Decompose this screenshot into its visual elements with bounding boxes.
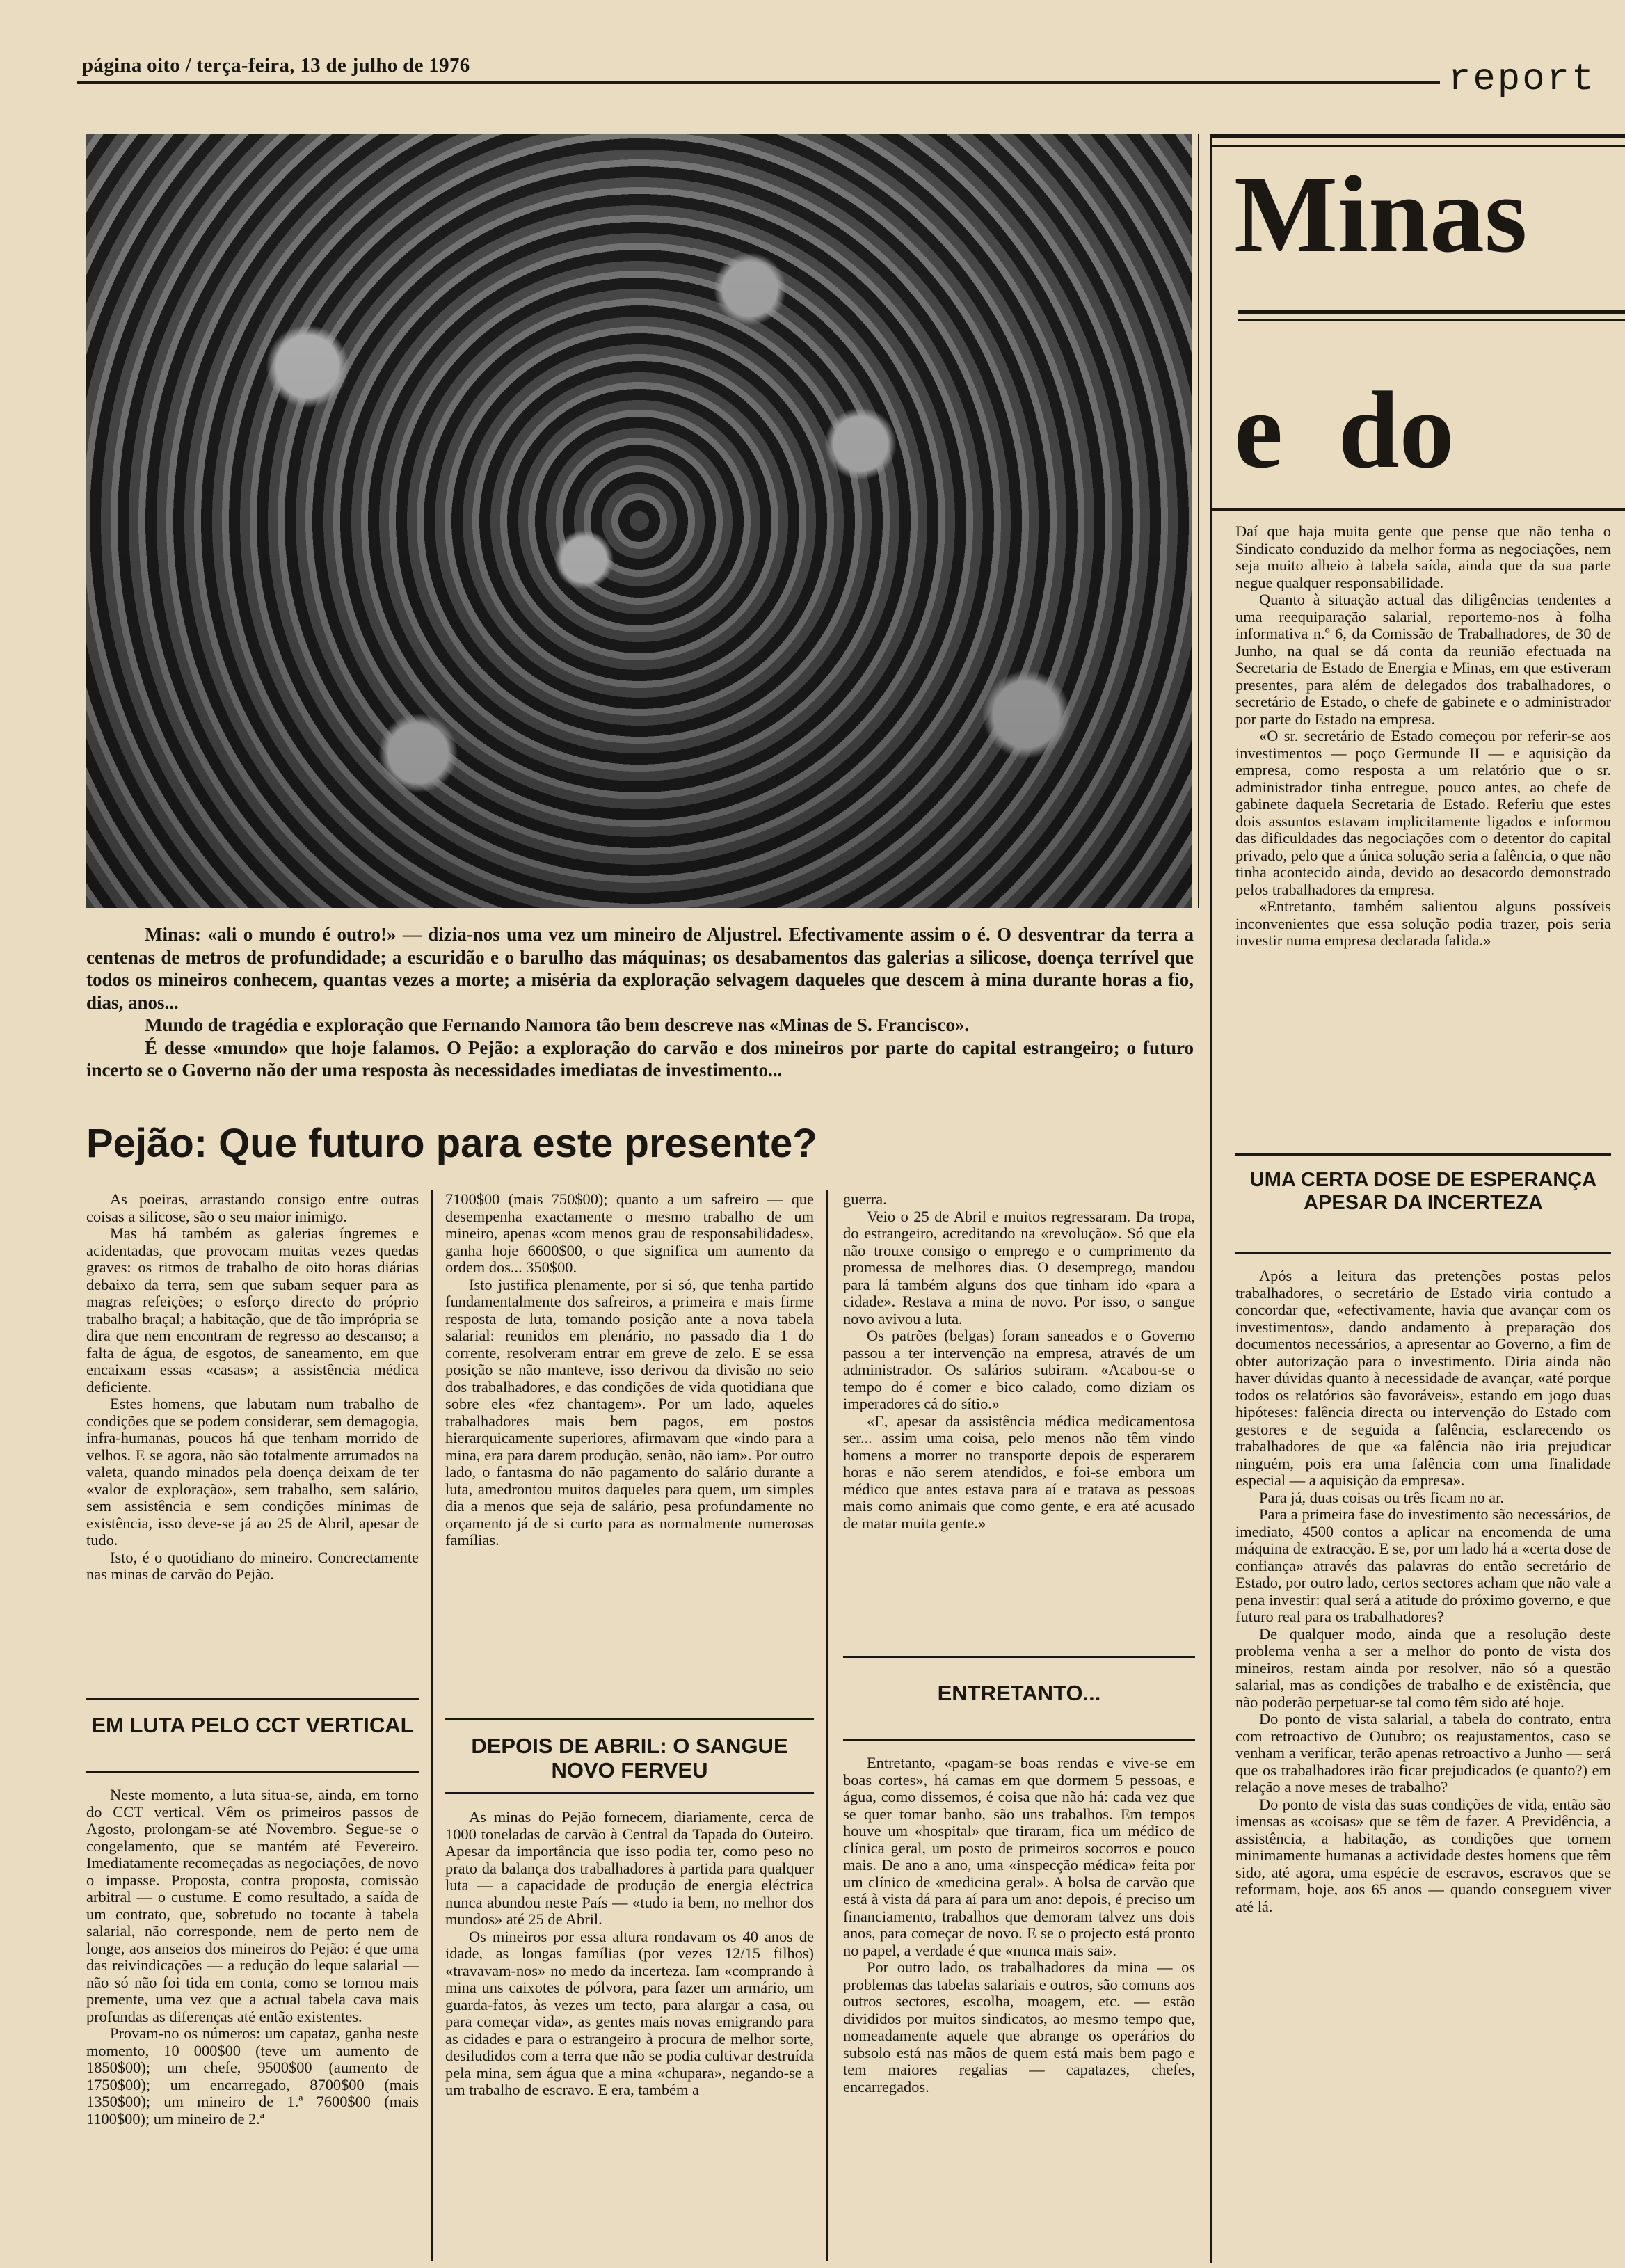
col2-p2: Isto justifica plenamente, por si só, que tenha partido fundamentalmente dos safreiros, a primeira e mais firme resposta de luta, tomando posição ante a nova tabela salarial: reunidos em plenário, no passado dia 1 do corrente, resolveram entrar em greve de zelo. E se essa posição se não manteve, isso derivou da divisão no seio dos trabalhadores, e das condições de vida quotidiana que sobre eles «fez chantagem». Por um lado, aqueles trabalhadores mais bem pagos, em postos hierarquicamente superiores, afirmavam que «indo para a mina, era para darem produção, senão, não iam». Por outro lado, o fantasma do não pagamento do salário durante a luta, amedrontou muitos daqueles para quem, um simples dia a menos que seja de salário, pesa profundamente no orçamento já de si curto para as normalmente numerosas famílias. (445, 1275, 814, 1549)
col4-p9: Do ponto de vista salarial, a tabela do contrato, entra com retroactivo de Outubro; os reajustamentos, caso se venham a verificar, terão apenas retroactivo a Junho — será que os trabalhadores irão ficar prejudicados (e quanto?) em relação a nove meses de trabalho? (1235, 1710, 1611, 1796)
col3-p1: guerra. (843, 1190, 887, 1208)
col4-p5: Após a leitura das pretenções postas pelos trabalhadores, o secretário de Estado viria contudo a concordar que, «efectivamente, havia que avançar com os investimentos», dando andamento à preparação dos documentos necessários, a apresentar ao Governo, a fim de obter autorização para o investimento. Diria ainda não haver dúvidas quanto à necessidade de avançar, «até porque todos os relatórios são favoráveis», estando em jogo duas hipóteses: falência directa ou intervenção do Estado com gestores e de seguida a falência, esclarecendo os trabalhadores de que «a falência não iria prejudicar ninguém, pois era uma falência com uma finalidade especial — a aquisição da empresa». (1235, 1267, 1611, 1489)
col4-p6: Para já, duas coisas ou três ficam no ar. (1259, 1488, 1504, 1506)
photo-edge (1198, 134, 1199, 908)
col1-p1: As poeiras, arrastando consigo entre outras coisas a silicose, são o seu maior inimigo. (86, 1190, 419, 1225)
col3-rule (843, 1656, 1195, 1658)
col2-rule2 (445, 1792, 814, 1794)
title-rule-mid2 (1238, 319, 1625, 321)
header-rule (77, 81, 1440, 84)
col1-p2: Mas há também as galerias íngremes e acidentadas, que provocam muitas vezes quedas graves: os ritmos de trabalho de oito horas diárias debaixo da terra, sem que subam sequer para as magras refeições; o esforço directo do próprio trabalho braçal; a habitação, que de tão imprópria se dira que nem encontram de regresso ao descanso; a falta de água, de esgotos, de saneamento, em que encaixam essas «casas»; a assistência médica deficiente. (86, 1224, 419, 1396)
col4-rule2 (1235, 1252, 1611, 1254)
section-label: report (1448, 58, 1596, 101)
col2-p3: As minas do Pejão fornecem, diariamente, cerca de 1000 toneladas de carvão à Central da Tapada do Outeiro. Apesar da importância que isso podia ter, como peso no prato da balança dos trabalhadores à partida para qualquer luta — a capacidade de produção de energia eléctrica nunca abundou neste País — «tudo ia bem, no melhor dos mundos» até 25 de Abril. (445, 1808, 814, 1928)
col4-rule (1235, 1153, 1611, 1156)
col1-p5: Neste momento, a luta situa-se, ainda, em torno do CCT vertical. Vêm os primeiros passos de Agosto, prolongam-se até Novembro. Segue-se o congelamento, que se mantém até Fevereiro. Imediatamente recomeçadas as negociações, de novo o impasse. Proposta, contra proposta, comissão arbitral — o custume. E como resultado, a saída de um contrato, que, sobretudo no tocante à tabela salarial, não corresponde, nem de perto nem de longe, aos anseios dos mineiros do Pejão: é que uma das reivindicações — a redução do leque salarial — não só não foi tida em conta, como se tornou mais premente, uma vez que a actual tabela cava mais profundas as diferenças até então existentes. (86, 1786, 419, 2025)
title-rule-bottom (1212, 508, 1625, 511)
photo-caption (86, 923, 1194, 1082)
col4-p2: Quanto à situação actual das diligências tendentes a uma reequiparação salarial, reportemo-nos à folha informativa n.º 6, da Comissão de Trabalhadores, de 30 de Junho, na qual se dá conta da reunião efectuada na Secretaria de Estado de Energia e Minas, em que estiveram presentes, para além de delegados dos trabalhadores, o secretário de Estado, o chefe de gabinete e o administrador por parte do Estado na empresa. (1235, 591, 1611, 728)
title-rule-mid (1238, 310, 1625, 314)
caption-p1: Minas: «ali o mundo é outro!» — dizia-nos uma vez um mineiro de Aljustrel. Efectivamente assim o é. O desventrar da terra a centenas de metros de profundidade; a escuridão e o barulho das máquinas; os desabamentos das galerias a silicose, doença terrível que todos os mineiros conhecem, quantas vezes a morte; a miséria da exploração selvagem daqueles que descem à mina durante horas a fio, dias, anos... (86, 924, 1194, 1013)
column-2-lower (445, 1809, 814, 2099)
column-1-lower (86, 1787, 419, 2127)
right-title-line1: Minas (1234, 154, 1528, 275)
col3-p4: «E, apesar da assistência médica medicamentosa ser... assim uma coisa, pelo menos não têm vindo homens a morrer no transporte depois de esperarem horas e não serem atendidos, e foi-se embora um médico que antes estava para aí e tratava as pessoas mais como animais que como gente, e era até acusado de matar muita gente.» (843, 1412, 1195, 1532)
col3-rule2 (843, 1739, 1195, 1741)
col4-p3: «O sr. secretário de Estado começou por referir-se aos investimentos — poço Germunde II — e aquisição da empresa, como resposta a um relatório que o sr. administrador tinha entregue, pouco antes, ao chefe de gabinete daquela Secretaria de Estado. Referiu que estes dois assuntos estavam implicitamente ligados e informou das dificuldades das negociações com o detentor do capital privado, pelo que a única solução seria a falência, o que não tinha acontecido ainda, devido ao desacordo demonstrado pelos trabalhadores da empresa. (1235, 727, 1611, 898)
title-rule-top2 (1212, 145, 1625, 147)
col2-p1: 7100$00 (mais 750$00); quanto a um safreiro — que desempenha exactamente o mesmo trabalho de um mineiro, apenas «com menos grau de responsabilidades», ganha hoje 6600$00, o que significa um aumento da ordem dos... 350$00. (445, 1190, 814, 1276)
col1-subhead: EM LUTA PELO CCT VERTICAL (91, 1713, 414, 1737)
col4-p1: Daí que haja muita gente que pense que não tenha o Sindicato conduzido da melhor forma as negociações, nem seja muito alheio à tabela saída, ainda que da sua parte negue qualquer responsabilidade. (1235, 522, 1611, 591)
column-3 (843, 1191, 1195, 1532)
page-header: página oito / terça-feira, 13 de julho de 1976 (82, 54, 470, 77)
column-3-lower (843, 1755, 1195, 2095)
col1-p6: Provam-no os números: um capataz, ganha neste momento, 10 000$00 (teve um aumento de 1850$00); um chefe, 9500$00 (aumento de 1750$00); um encarregado, 8700$00 (mais 1350$00); um mineiro de 1.ª 7600$00 (mais 1100$00); um mineiro de 2.ª (86, 2025, 419, 2127)
column-4-lower (1235, 1268, 1611, 1915)
column-1 (86, 1191, 419, 1583)
col4-p7: Para a primeira fase do investimento são necessários, de imediato, 4500 contos a aplicar na encomenda de uma máquina de extracção. E se, por um lado há a «certa dose de confiança» através das palavras do então secretário de Estado, por outro lado, certos sectores acham que não vale a pena investir: qual será a atitude do próximo governo, e que futuro real para os trabalhadores? (1235, 1506, 1611, 1625)
col1-p4: Isto, é o quotidiano do mineiro. Concrectamente nas minas de carvão do Pejão. (86, 1548, 419, 1583)
column-2 (445, 1191, 814, 1549)
caption-p3: É desse «mundo» que hoje falamos. O Pejão: a exploração do carvão e dos mineiros por parte do capital estrangeiro; o futuro incerto se o Governo não der uma resposta às necessidades imediatas de investimento... (86, 1037, 1194, 1080)
col4-subhead: UMA CERTA DOSE DE ESPERANÇA APESAR DA INCERTEZA (1249, 1169, 1597, 1214)
column-4 (1235, 523, 1611, 950)
col3-subhead: ENTRETANTO... (937, 1681, 1101, 1705)
col1-p3: Estes homens, que labutam num trabalho de condições que se podem considerar, sem demagogia, infra-humanas, poucos há que tenham morrido de velhos. E se agora, não são totalmente arrumados na valeta, quando minados pela doença deixam de ter «valor de exploração», sem trabalho, sem salário, sem assistência e sem condições mínimas de existência, isso deve-se já ao 25 de Abril, apesar de tudo. (86, 1395, 419, 1549)
col3-p6: Por outro lado, os trabalhadores da mina — os problemas das tabelas salariais e outros, são comuns aos outros sectores, escolha, moagem, etc. — estão divididos por muitos sindicatos, ao mesmo tempo que, nomeadamente aquele que abrange os operários do subsolo está nas mãos de quem está mais bem pago e tem maiores regalias — capatazes, chefes, encarregados. (843, 1958, 1195, 2095)
column-divider (1210, 134, 1212, 2263)
col3-p3: Os patrões (belgas) foram saneados e o Governo passou a ter intervenção na empresa, através de um administrador. Os salários subiram. «Acabou-se o tempo do é comer e bico calado, como diziam os imperadores cá do sítio.» (843, 1327, 1195, 1412)
col-rule-2 (826, 1190, 828, 2261)
col1-rule (86, 1698, 419, 1700)
col4-p10: Do ponto de vista das suas condições de vida, então são imensas as «coisas» que se têm de fazer. A Previdência, a assistência, a habitação, as condições que tornem minimamente humanas a actividade destes homens que têm sido, até agora, uma espécie de escravos, escravos que se reformam, hoje, aos 65 anos — quando conseguem viver até lá. (1235, 1795, 1611, 1915)
headline: Pejão: Que futuro para este presente? (86, 1121, 817, 1166)
caption-p2: Mundo de tragédia e exploração que Fernando Namora tão bem descreve nas «Minas de S. Francisco». (145, 1014, 970, 1035)
col2-subhead: DEPOIS DE ABRIL: O SANGUE NOVO FERVEU (471, 1734, 788, 1782)
photo-shade (86, 134, 1192, 908)
col4-p8: De qualquer modo, ainda que a resolução deste problema venha a ser a melhor do ponto de vista dos mineiros, restam ainda por resolver, não só a questão salarial, mas as condições de trabalho e de existência, que não poderão perpetuar-se tal como têm sido até hoje. (1235, 1624, 1611, 1711)
col1-rule2 (86, 1771, 419, 1773)
right-title-line2: e do (1234, 369, 1455, 491)
title-rule-top (1212, 134, 1625, 138)
col4-p4: «Entretanto, também salientou alguns possíveis inconvenientes que essa solução podia trazer, pois seria investir numa empresa declarada falida.» (1235, 897, 1611, 949)
col-rule-1 (431, 1190, 433, 2261)
col3-p2: Veio o 25 de Abril e muitos regressaram. Da tropa, do estrangeiro, acreditando na «revolução». Só que ela não trouxe consigo o emprego e o cumprimento da promessa de melhores dias. O desemprego, mandou para lá também alguns dos que tinham ido «para a cidade». Restava a mina de novo. Por isso, o sangue novo avivou a luta. (843, 1207, 1195, 1327)
col3-p5: Entretanto, «pagam-se boas rendas e vive-se em boas cortes», há camas em que dormem 5 pessoas, e água, como dissemos, é coisa que não há: cada vez que se quer tomar banho, são uns trabalhos. Em tempos houve um «hospital» que tiraram, fica um médico de clínica geral, um posto de primeiros socorros e pouco mais. De ano a ano, uma «inspecção médica» feita por um clínico de «medicina geral». A bolsa de carvão que está à vista dá para aí para um ano: depois, é preciso um financiamento, trabalhos que demoram talvez uns dois anos, para começar de novo. E se o projecto está pronto no papel, a verdade é que «nunca mais sai». (843, 1754, 1195, 1959)
col2-rule (445, 1718, 814, 1720)
col2-p4: Os mineiros por essa altura rondavam os 40 anos de idade, as longas famílias (por vezes 12/15 filhos) «travavam-nos» no medo da incerteza. Iam «comprando à mina uns caixotes de pólvora, para fazer um armário, um guarda-fatos, às vezes um tecto, para alargar a casa, ou para começar vida», as gentes mais novas emigrando para as cidades e para o estrangeiro à procura de melhor sorte, desiludidos com a terra que não se podia cultivar destruída pela mina, sem água que a mina «chupara», negando-se a um trabalho de escravo. E era, também a (445, 1927, 814, 2098)
